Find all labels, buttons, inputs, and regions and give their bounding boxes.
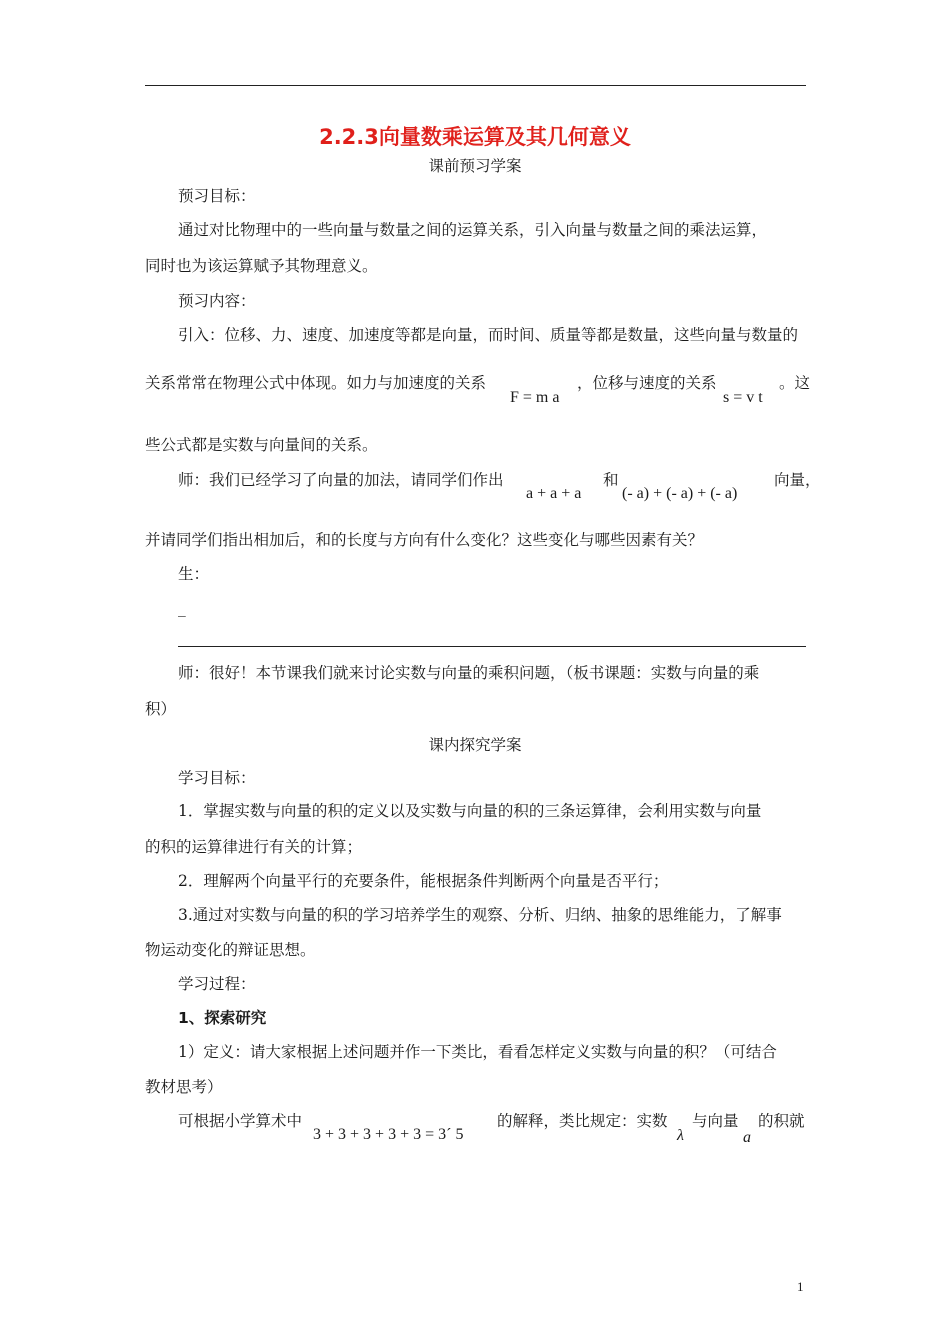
student-label: 生： [178,565,210,583]
intro-line-2c: 。这 [779,374,811,392]
teacher-line-2b: 积） [145,700,177,718]
teacher-line-1a: 师：我们已经学习了向量的加法，请同学们作出 [178,471,504,489]
goal-1b: 的积的运算律进行有关的计算； [145,838,363,856]
symbol-lambda: λ [677,1127,684,1144]
page-title: 2.2.3向量数乘运算及其几何意义 [319,125,631,149]
definition-2d: 的积就 [758,1112,805,1130]
process-label: 学习过程： [178,975,256,993]
teacher-line-1b: 和 [603,471,619,489]
header-rule [145,85,806,86]
intro-line-1: 引入：位移、力、速度、加速度等都是向量，而时间、质量等都是数量，这些向量与数量的 [178,326,799,344]
formula-force: F = m a [510,389,560,406]
student-answer-line [178,646,806,647]
teacher-line-1c: 向量， [774,471,821,489]
teacher-line-2a: 师：很好！本节课我们就来讨论实数与向量的乘积问题，（板书课题：实数与向量的乘 [178,664,760,682]
symbol-a: a [743,1129,751,1146]
goal-2: 2．理解两个向量平行的充要条件，能根据条件判断两个向量是否平行； [178,872,669,890]
definition-1b: 教材思考） [145,1078,223,1096]
definition-2c: 与向量 [692,1112,739,1130]
teacher-line-1d: 并请同学们指出相加后，和的长度与方向有什么变化？这些变化与哪些因素有关？ [145,531,704,549]
definition-2b: 的解释，类比规定：实数 [497,1112,668,1130]
expr-arithmetic: 3 + 3 + 3 + 3 + 3 = 3´ 5 [313,1126,464,1143]
expr-negative-sum: (- a) + (- a) + (- a) [622,485,738,502]
section-subtitle-preview: 课前预习学案 [428,157,522,175]
intro-line-2b: ，位移与速度的关系 [577,374,717,392]
intro-line-3: 些公式都是实数与向量间的关系。 [145,436,378,454]
formula-displacement: s = v t [723,389,763,406]
section-subtitle-in-class: 课内探究学案 [428,736,522,754]
preview-goal-text-1: 通过对比物理中的一些向量与数量之间的运算关系，引入向量与数量之间的乘法运算， [178,221,768,239]
page-number: 1 [797,1279,804,1294]
preview-goal-label: 预习目标： [178,187,256,205]
preview-content-label: 预习内容： [178,292,256,310]
learn-goal-label: 学习目标： [178,769,256,787]
student-answer-dash: _ [178,599,186,617]
section-1-heading: 1、探索研究 [178,1009,267,1027]
intro-line-2a: 关系常常在物理公式中体现。如力与加速度的关系 [145,374,487,392]
goal-3b: 物运动变化的辩证思想。 [145,941,316,959]
goal-3a: 3.通过对实数与向量的积的学习培养学生的观察、分析、归纳、抽象的思维能力，了解事 [178,906,782,924]
expr-sum: a + a + a [526,485,582,502]
definition-1a: 1）定义：请大家根据上述问题并作一下类比，看看怎样定义实数与向量的积？（可结合 [178,1043,777,1061]
definition-2a: 可根据小学算术中 [178,1112,303,1130]
goal-1a: 1．掌握实数与向量的积的定义以及实数与向量的积的三条运算律，会利用实数与向量 [178,802,762,820]
preview-goal-text-2: 同时也为该运算赋予其物理意义。 [145,257,378,275]
